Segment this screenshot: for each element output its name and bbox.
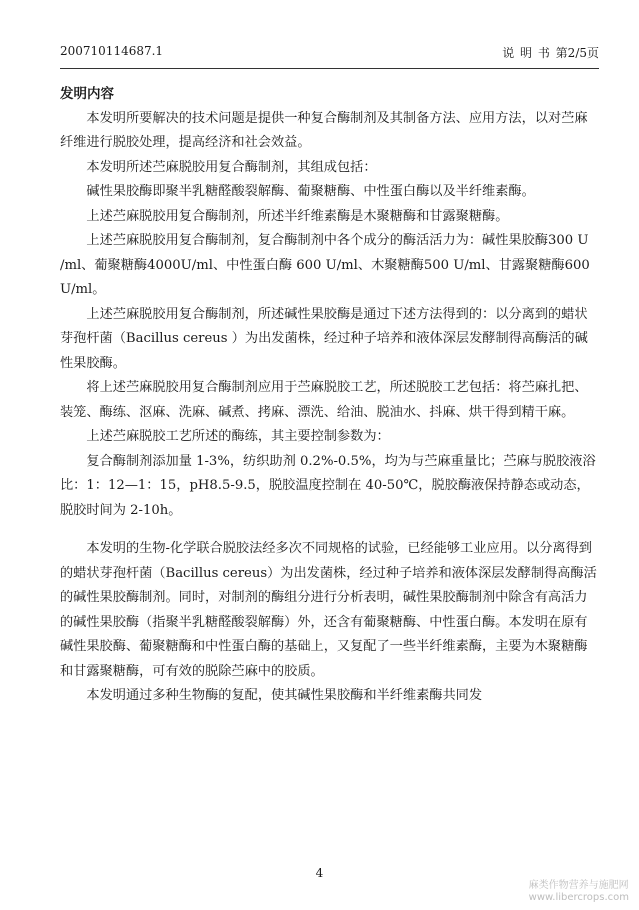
paragraph: 复合酶制剂添加量 1-3%，纺织助剂 0.2%-0.5%，均为与苎麻重量比；苎麻与脱胶液浴比：1：12—1：15，pH8.5-9.5，脱胶温度控制在 40-50℃，脱胶酶液保持静态或动态，脱胶时间为 2-10h。 [60,453,596,518]
header-divider [60,68,599,69]
watermark [529,880,629,904]
paragraph: 本发明的生物-化学联合脱胶法经多次不同规格的试验，已经能够工业应用。以分离得到的蜡状芽孢杆菌（Bacillus cereus）为出发菌株，经过种子培养和液体深层发酵制得高酶活的碱性果胶酶制剂。同时，对制剂的酶组分进行分析表明，碱性果胶酶制剂中除含有高活力的碱性果胶酶（指聚半乳糖醛酸裂解酶）外，还含有葡聚糖酶、中性蛋白酶。本发明在原有碱性果胶酶、葡聚糖酶和中性蛋白酶的基础上，又复配了一些半纤维素酶，主要为木聚糖酶和甘露聚糖酶，可有效的脱除苎麻中的胶质。 [60,541,597,679]
paragraph: 本发明通过多种生物酶的复配，使其碱性果胶酶和半纤维素酶共同发 [86,688,483,703]
header-page-info: 说 明 书 第2/5页 [502,46,599,60]
page-number: 4 [315,866,324,880]
paragraph: 本发明所述苎麻脱胶用复合酶制剂，其组成包括： [86,159,377,175]
document-body [60,82,600,709]
watermark-url: www.libercrops.com [528,892,629,903]
section-title: 发明内容 [60,86,114,102]
paragraph-spacer [60,523,600,537]
paragraph: 将上述苎麻脱胶用复合酶制剂应用于苎麻脱胶工艺，所述脱胶工艺包括：将苎麻扎把、装笼、酶练、沤麻、洗麻、碱煮、拷麻、漂洗、给油、脱油水、抖麻、烘干得到精干麻。 [60,380,588,420]
paragraph: 上述苎麻脱胶用复合酶制剂，所述半纤维素酶是木聚糖酶和甘露聚糖酶。 [86,208,509,224]
paragraph: 上述苎麻脱胶工艺所述的酶练，其主要控制参数为： [86,429,390,444]
paragraph: 上述苎麻脱胶用复合酶制剂，所述碱性果胶酶是通过下述方法得到的：以分离到的蜡状芽孢杆菌（Bacillus cereus ）为出发菌株，经过种子培养和液体深层发酵制得高酶活的碱性果胶酶。 [60,306,588,371]
watermark-title: 麻类作物营养与施肥网 [528,880,629,891]
paragraph: 本发明所要解决的技术问题是提供一种复合酶制剂及其制备方法、应用方法，以对苎麻纤维进行脱胶处理，提高经济和社会效益。 [60,110,588,150]
paragraph: 上述苎麻脱胶用复合酶制剂，复合酶制剂中各个成分的酶活活力为：碱性果胶酶300 U /ml、葡聚糖酶4000U/ml、中性蛋白酶 600 U/ml、木聚糖酶500 U/ml、甘露聚糖酶600 U/ml。 [60,233,590,297]
page-header [60,44,599,64]
paragraph: 碱性果胶酶即聚半乳糖醛酸裂解酶、葡聚糖酶、中性蛋白酶以及半纤维素酶。 [86,184,535,199]
document-number: 200710114687.1 [60,44,164,58]
